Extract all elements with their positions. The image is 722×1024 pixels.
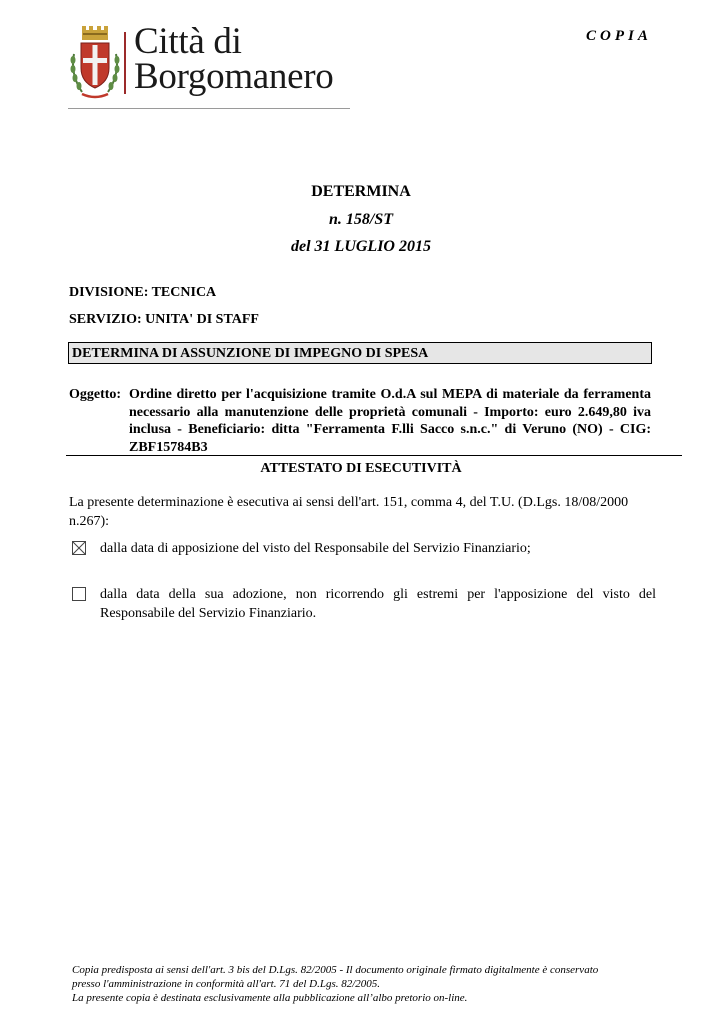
document-date: del 31 LUGLIO 2015 <box>291 238 431 255</box>
oggetto-label: Oggetto: <box>69 387 122 402</box>
option-text: dalla data della sua adozione, non ricorrendo gli estremi per l'apposizione del visto del Responsabile del Servizio Finanziario. <box>100 587 656 621</box>
document-type: DETERMINA <box>311 183 411 200</box>
logo-line-1: Città di <box>134 21 242 62</box>
divisione-line: DIVISIONE: TECNICA <box>69 285 217 300</box>
logo-wordmark <box>134 21 334 97</box>
logo-underline <box>68 108 350 109</box>
option-text: dalla data di apposizione del visto del Responsabile del Servizio Finanziario; <box>100 541 531 556</box>
unchecked-box-icon <box>72 587 86 601</box>
servizio-line: SERVIZIO: UNITA' DI STAFF <box>69 312 259 327</box>
city-logo <box>68 21 350 110</box>
copia-label: COPIA <box>586 28 652 44</box>
document-number: n. 158/ST <box>328 211 393 228</box>
determina-type-box: DETERMINA DI ASSUNZIONE DI IMPEGNO DI SPESA <box>68 342 652 364</box>
footer-line-3: La presente copia è destinata esclusivamente alla pubblicazione all’albo pretorio on-line. <box>72 992 468 1004</box>
oggetto-text: Ordine diretto per l'acquisizione tramite O.d.A sul MEPA di materiale da ferramenta necessario alla manutenzione delle proprietà comunali - Importo: euro 2.649,80 iva inclusa - Beneficiario: ditta "Ferramenta F.lli Sacco s.n.c." di Veruno (NO) - CIG: ZBF15784B3 <box>129 387 651 455</box>
footer-line-2: presso l'amministrazione in conformità all'art. 71 del D.Lgs. 82/2005. <box>72 978 381 990</box>
footer-note <box>72 963 672 1005</box>
footer-line-1: Copia predisposta ai sensi dell'art. 3 bis del D.Lgs. 82/2005 - Il documento originale firmato digitalmente è conservato <box>72 964 599 976</box>
attestato-heading: ATTESTATO DI ESECUTIVITÀ <box>260 461 462 476</box>
coat-of-arms-icon <box>68 24 122 104</box>
section-divider <box>66 455 682 456</box>
checked-box-icon <box>72 541 86 555</box>
logo-line-2: Borgomanero <box>134 56 334 97</box>
attestato-intro: La presente determinazione è esecutiva ai sensi dell'art. 151, comma 4, del T.U. (D.Lgs. 18/08/2000 n.267): <box>69 495 629 529</box>
logo-divider <box>124 32 126 94</box>
